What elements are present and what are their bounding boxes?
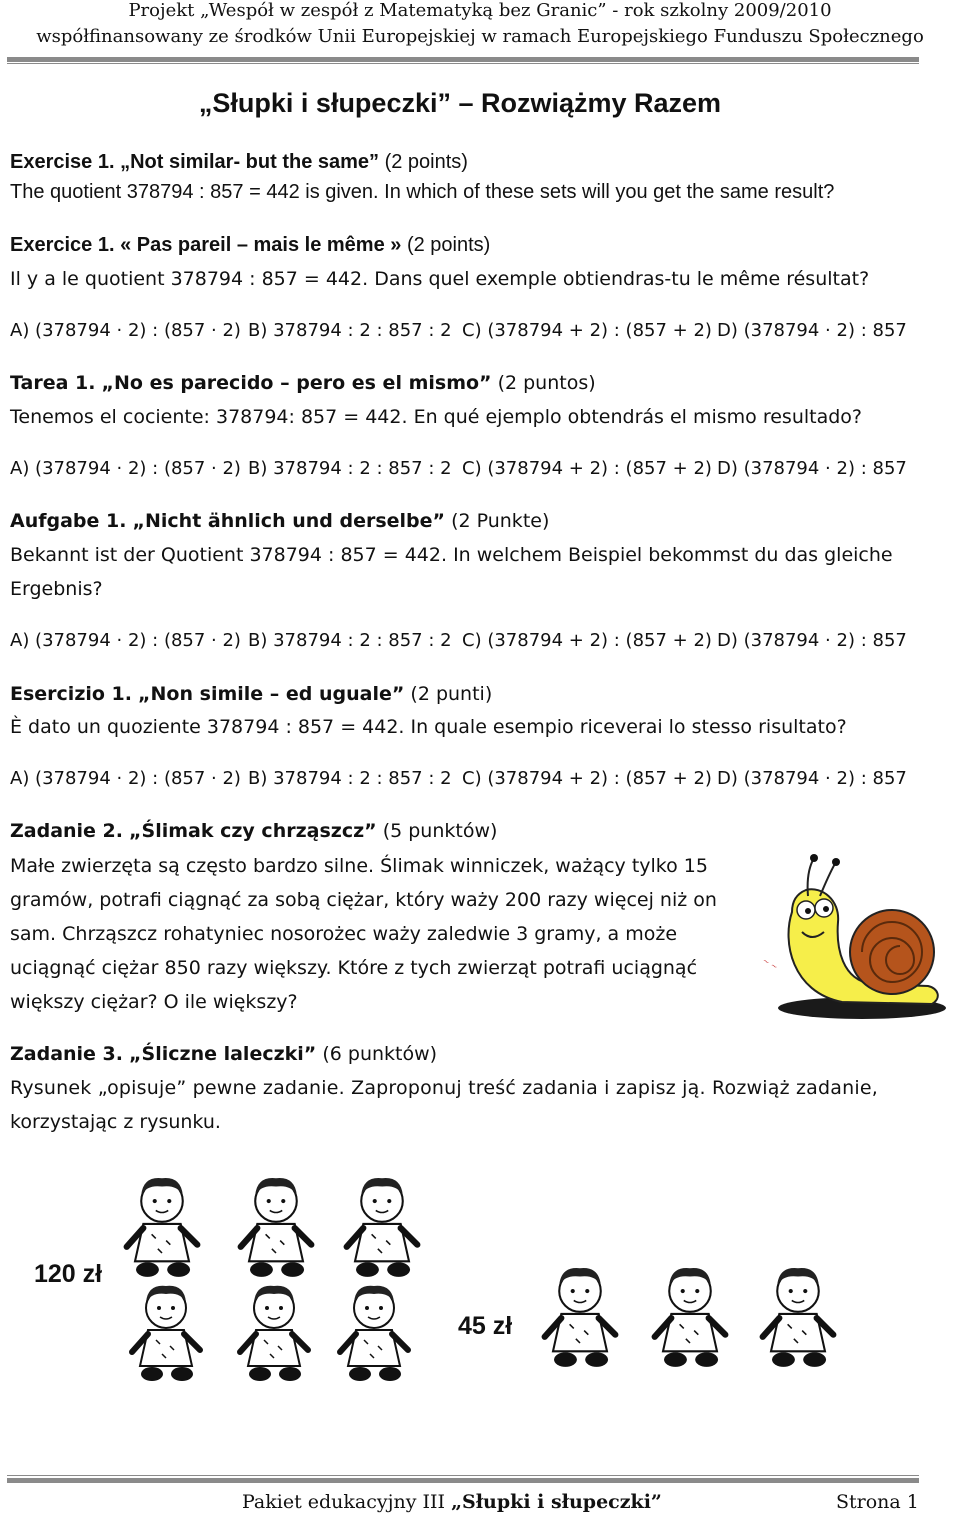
exercise-fr-heading [10,231,490,259]
exercise-pl3-name: „Śliczne laleczki” [129,1043,317,1065]
answer-a: A) (378794 · 2) : (857 · 2) [10,320,241,341]
doll-figure [530,1262,630,1370]
exercise-fr-name: « Pas pareil – mais le même » [120,234,402,256]
footer-doc-title: „Słupki i słupeczki” [451,1491,662,1513]
page-title: „Słupki i słupeczki” – Rozwiążmy Razem [198,88,722,118]
svg-text:~ ~: ~ ~ [761,955,780,972]
exercise-fr-points: (2 points) [406,234,491,256]
exercise-pl2-text [10,849,730,1019]
answer-b: B) 378794 : 2 : 857 : 2 [248,458,452,479]
exercise-it-label: Esercizio 1. [10,683,132,705]
exercise-de-name: „Nicht ähnlich und derselbe” [132,510,446,532]
price-label-left: 120 zł [34,1260,103,1288]
exercise-pl2-points: (5 punktów) [382,820,498,842]
exercise-es-heading [10,369,596,397]
exercise-it-text: È dato un quoziente 378794 : 857 = 442. In quale esempio riceverai lo stesso risultato? [10,716,847,738]
answer-c: C) (378794 + 2) : (857 + 2) [462,320,712,341]
exercise-pl2-line: gramów, potrafi ciągnąć za sobą ciężar, który waży 200 razy więcej niż on [10,889,717,911]
answer-b: B) 378794 : 2 : 857 : 2 [248,768,452,789]
footer-title [242,1489,662,1515]
exercise-pl2-line: sam. Chrząszcz rohatyniec nosorożec waży zaledwie 3 gramy, a może [10,923,678,945]
exercise-pl2-heading [10,817,497,845]
exercise-it-name: „Non simile – ed uguale” [138,683,405,705]
doll-figure [640,1262,740,1370]
exercise-en-name: „Not similar- but the same” [120,151,380,173]
exercise-en-label: Exercise 1. [10,151,115,173]
doll-figure [112,1172,212,1280]
answer-c: C) (378794 + 2) : (857 + 2) [462,458,712,479]
exercise-de-text-2: Ergebnis? [10,578,103,600]
answer-d: D) (378794 · 2) : 857 [717,458,907,479]
header-divider [7,57,919,62]
exercise-es-points: (2 puntos) [497,372,596,394]
answer-a: A) (378794 · 2) : (857 · 2) [10,458,241,479]
exercise-de-text-1: Bekannt ist der Quotient 378794 : 857 = 442. In welchem Beispiel bekommst du das gleiche [10,544,893,566]
exercise-it-heading [10,680,492,708]
exercise-pl2-line: Małe zwierzęta są często bardzo silne. Ślimak winniczek, ważący tylko 15 [10,855,708,877]
answer-b: B) 378794 : 2 : 857 : 2 [248,630,452,651]
exercise-es-name: „No es parecido – pero es el mismo” [101,372,492,394]
exercise-de-label: Aufgabe 1. [10,510,127,532]
price-label-right: 45 zł [458,1312,513,1340]
answer-d: D) (378794 · 2) : 857 [717,630,907,651]
exercise-en-points: (2 points) [384,151,468,173]
snail-illustration [752,852,948,1022]
footer-divider [7,1478,919,1483]
footer-divider-thin [7,1475,919,1476]
exercise-fr-text: Il y a le quotient 378794 : 857 = 442. Dans quel exemple obtiendras-tu le même résultat? [10,268,870,290]
doll-figure [226,1172,326,1280]
snail-antenna-right [820,862,836,896]
header-project-line: Projekt „Wespół w zespół z Matematyką bez Granic” - rok szkolny 2009/2010 [128,0,832,21]
answer-d: D) (378794 · 2) : 857 [717,320,907,341]
exercise-pl3-points: (6 punktów) [322,1043,438,1065]
doll-figure [748,1262,848,1370]
exercise-pl3-label: Zadanie 3. [10,1043,123,1065]
exercise-de-points: (2 Punkte) [451,510,550,532]
exercise-fr-label: Exercice 1. [10,234,115,256]
exercise-pl3-text-1: Rysunek „opisuje” pewne zadanie. Zaproponuj treść zadania i zapisz ją. Rozwiąż zadanie, [10,1077,878,1099]
doll-figure [326,1280,422,1384]
exercise-pl3-text-2: korzystając z rysunku. [10,1111,221,1133]
footer-prefix: Pakiet edukacyjny III [242,1491,446,1513]
footer-page-number: Strona 1 [836,1491,919,1513]
header-funding-line: współfinansowany ze środków Unii Europejskiej w ramach Europejskiego Funduszu Społecznego [36,26,924,47]
doll-figure [332,1172,432,1280]
exercise-pl2-line: uciągnąć ciężar 850 razy większy. Które z tych zwierząt potrafi uciągnąć [10,957,698,979]
exercise-en-heading [10,148,468,176]
answer-a: A) (378794 · 2) : (857 · 2) [10,768,241,789]
exercise-es-label: Tarea 1. [10,372,96,394]
exercise-pl2-label: Zadanie 2. [10,820,123,842]
exercise-it-points: (2 punti) [410,683,493,705]
exercise-pl2-name: „Ślimak czy chrząszcz” [129,820,377,842]
exercise-en-text: The quotient 378794 : 857 = 442 is given. In which of these sets will you get the same result? [10,181,835,203]
doll-figure [226,1280,322,1384]
exercise-es-text: Tenemos el cociente: 378794: 857 = 442. En qué ejemplo obtendrás el mismo resultado? [10,406,863,428]
answer-a: A) (378794 · 2) : (857 · 2) [10,630,241,651]
header-divider-thin [7,63,919,64]
answer-d: D) (378794 · 2) : 857 [717,768,907,789]
answer-b: B) 378794 : 2 : 857 : 2 [248,320,452,341]
exercise-pl3-heading [10,1040,437,1068]
exercise-pl2-line: większy ciężar? O ile większy? [10,991,298,1013]
exercise-de-heading [10,507,549,535]
answer-c: C) (378794 + 2) : (857 + 2) [462,768,712,789]
answer-c: C) (378794 + 2) : (857 + 2) [462,630,712,651]
doll-figure [118,1280,214,1384]
